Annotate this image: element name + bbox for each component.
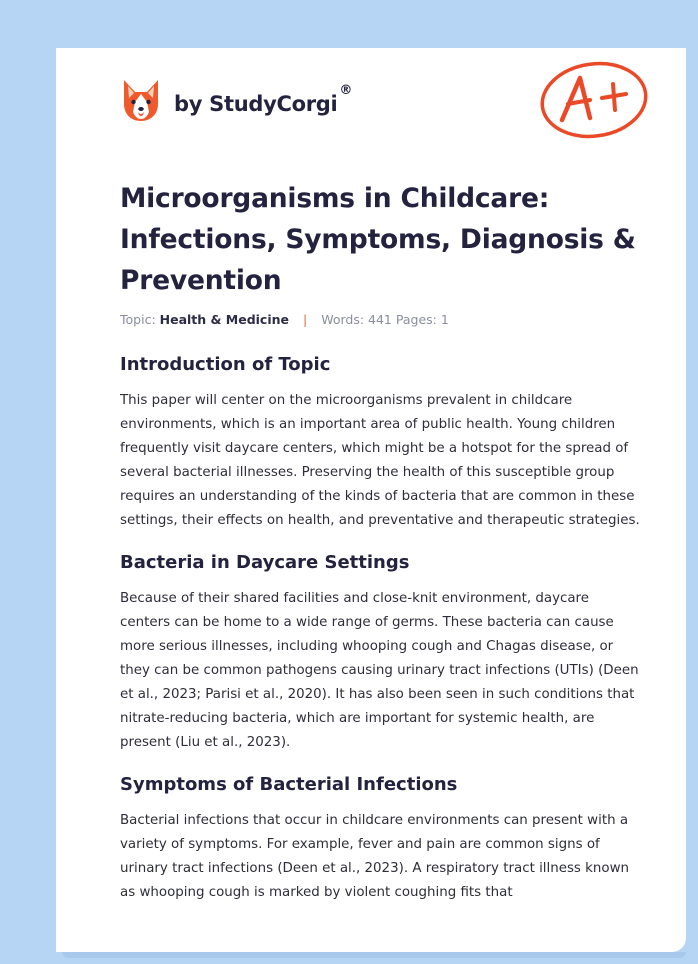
section-heading: Symptoms of Bacterial Infections — [120, 774, 458, 795]
section-heading: Bacteria in Daycare Settings — [120, 552, 410, 573]
section-heading: Introduction of Topic — [120, 354, 331, 375]
brand-logo[interactable] — [120, 76, 352, 124]
section-symptoms — [120, 772, 640, 905]
section-bacteria-daycare — [120, 550, 640, 755]
page-count: 1 — [440, 312, 449, 327]
word-count: 441 — [368, 312, 392, 327]
document-meta — [120, 312, 449, 327]
document-page — [56, 48, 686, 952]
topic-link[interactable]: Health & Medicine — [159, 312, 289, 327]
topic-label: Topic: — [120, 312, 156, 327]
corgi-logo-icon — [120, 78, 162, 122]
section-paragraph: Because of their shared facilities and close-knit environment, daycare centers can be home to a wide range of germs. These bacteria can cause more serious illnesses, including whooping cough and Chagas disease, or they can be common pathogens causing urinary tract infections (UTIs) (Deen et al., 2023; Parisi et al., 2020). It has also been seen in such conditions that nitrate-reducing bacteria, which are important for systemic health, are present (Liu et al., 2023). — [120, 591, 639, 750]
pages-label: Pages: — [395, 312, 437, 327]
document-body — [120, 352, 640, 922]
words-label: Words: — [321, 312, 365, 327]
registered-mark: ® — [339, 82, 353, 98]
document-title: Microorganisms in Childcare: Infections, Symptoms, Diagnosis & Prevention — [120, 183, 636, 296]
a-plus-grade-icon — [538, 60, 650, 140]
section-introduction — [120, 352, 640, 533]
section-paragraph: Bacterial infections that occur in childcare environments can present with a variety of symptoms. For example, fever and pain are common signs of urinary tract infections (Deen et al., 2023). A respiratory tract illness known as whooping cough is marked by violent coughing fits that — [120, 813, 630, 900]
section-paragraph: This paper will center on the microorganisms prevalent in childcare environments, which is an important area of public health. Young children frequently visit daycare centers, which might be a hotspot for the spread of several bacterial illnesses. Preserving the health of this susceptible group requires an understanding of the kinds of bacteria that are common in these settings, their effects on health, and preventative and therapeutic strategies. — [120, 393, 640, 528]
brand-name: by StudyCorgi — [174, 92, 338, 116]
meta-separator: | — [302, 312, 308, 327]
page-shadow — [62, 952, 686, 958]
